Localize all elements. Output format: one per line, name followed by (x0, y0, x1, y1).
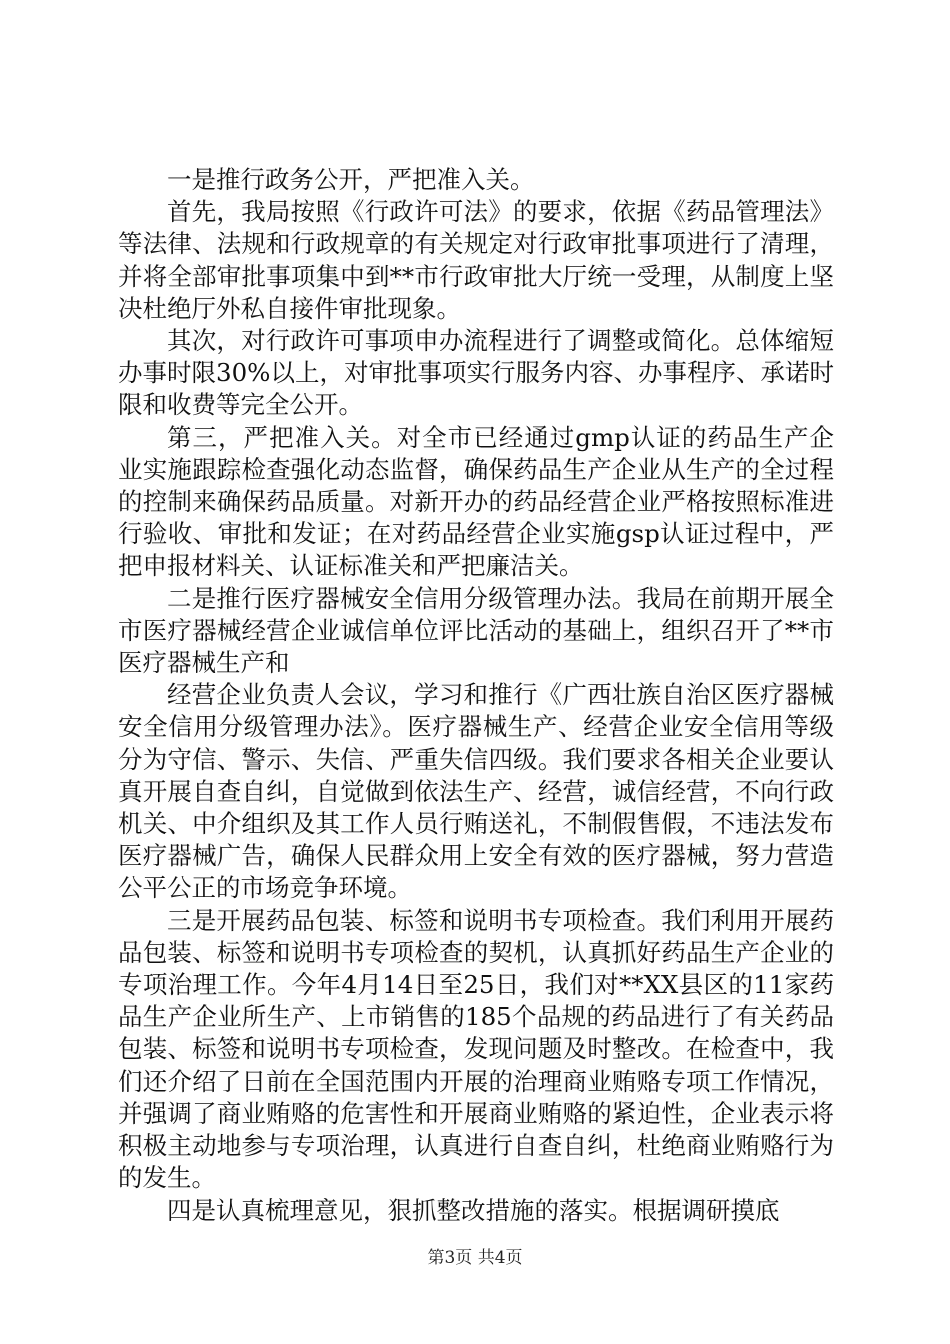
page-footer: 第3页 共4页 (427, 1248, 523, 1268)
document-body (118, 164, 834, 1227)
paragraph-8: 四是认真梳理意见，狠抓整改措施的落实。根据调研摸底 (167, 1195, 780, 1225)
paragraph-3: 其次，对行政许可事项申办流程进行了调整或简化。总体缩短办事时限30%以上，对审批事项实行服务内容、办事程序、承诺时限和收费等完全公开。 (118, 326, 834, 420)
paragraph-2: 首先，我局按照《行政许可法》的要求，依据《药品管理法》等法律、法规和行政规章的有关规定对行政审批事项进行了清理，并将全部审批事项集中到**市行政审批大厅统一受理，从制度上坚决杜绝厅外私自接件审批现象。 (118, 197, 834, 323)
paragraph-6: 经营企业负责人会议，学习和推行《广西壮族自治区医疗器械安全信用分级管理办法》。医疗器械生产、经营企业安全信用等级分为守信、警示、失信、严重失信四级。我们要求各相关企业要认真开展自查自纠，自觉做到依法生产、经营，诚信经营，不向行政机关、中介组织及其工作人员行贿送礼，不制假售假，不违法发布医疗器械广告，确保人民群众用上安全有效的医疗器械，努力营造公平公正的市场竞争环境。 (118, 680, 834, 903)
paragraph-7: 三是开展药品包装、标签和说明书专项检查。我们利用开展药品包装、标签和说明书专项检查的契机，认真抓好药品生产企业的专项治理工作。今年4月14日至25日，我们对**XX县区的11家药品生产企业所生产、上市销售的185个品规的药品进行了有关药品包装、标签和说明书专项检查，发现问题及时整改。在检查中，我们还介绍了日前在全国范围内开展的治理商业贿赂专项工作情况，并强调了商业贿赂的危害性和开展商业贿赂的紧迫性，企业表示将积极主动地参与专项治理，认真进行自查自纠，杜绝商业贿赂行为的发生。 (118, 905, 834, 1193)
paragraph-1: 一是推行政务公开，严把准入关。 (167, 165, 535, 194)
paragraph-5: 二是推行医疗器械安全信用分级管理办法。我局在前期开展全市医疗器械经营企业诚信单位评比活动的基础上，组织召开了**市医疗器械生产和 (118, 583, 834, 678)
paragraph-4: 第三，严把准入关。对全市已经通过gmp认证的药品生产企业实施跟踪检查强化动态监督，确保药品生产企业从生产的全过程的控制来确保药品质量。对新开办的药品经营企业严格按照标准进行验收、审批和发证；在对药品经营企业实施gsp认证过程中，严把申报材料关、认证标准关和严把廉洁关。 (118, 422, 834, 581)
